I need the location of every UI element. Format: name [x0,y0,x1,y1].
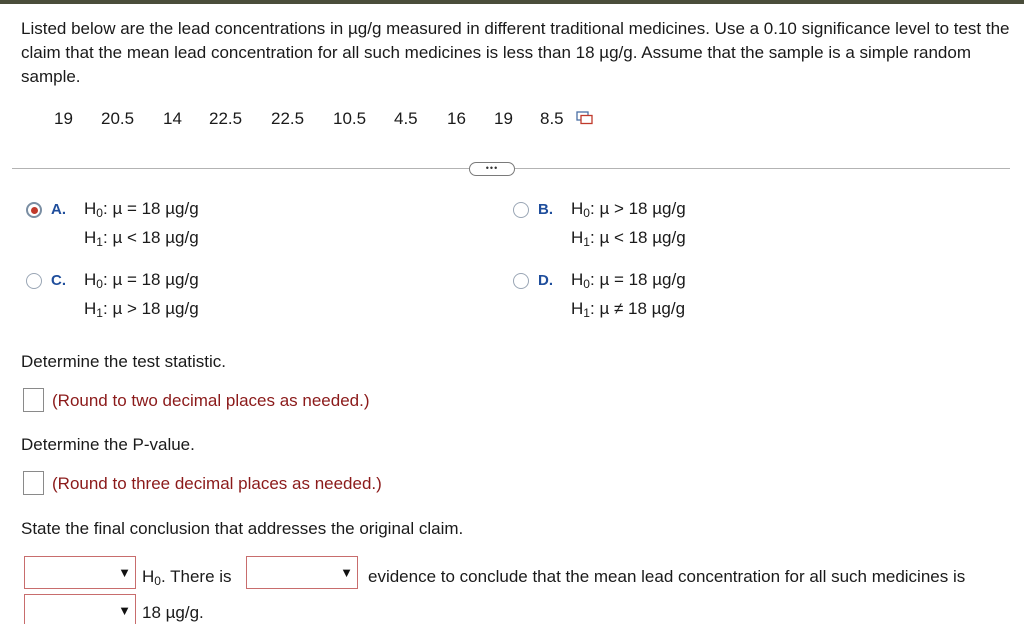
sample-value: 4.5 [394,109,418,128]
sample-value: 22.5 [271,109,305,128]
relation: µ = 18 µg/g [112,199,199,218]
p-value-hint: (Round to three decimal places as needed.) [52,474,382,493]
chevron-down-icon: ▼ [118,603,131,618]
colon: : [102,199,108,218]
option-letter: A. [51,201,66,218]
colon: : [589,199,595,218]
option-letter: D. [538,272,553,289]
relation: µ = 18 µg/g [112,270,199,289]
h-subscript: 0 [96,277,103,291]
relation: µ < 18 µg/g [599,228,686,247]
colon: : [589,228,595,247]
h-label: H [571,270,584,289]
h-subscript: 0 [583,277,590,291]
colon: : [102,299,108,318]
sample-value: 16 [447,109,466,128]
colon: : [102,270,108,289]
alternative-hypothesis [84,226,199,250]
p-value-prompt: Determine the P-value. [21,435,195,454]
radio-d[interactable] [513,273,529,289]
sample-value: 19 [494,109,513,128]
chevron-down-icon: ▼ [340,565,353,580]
evidence-dropdown[interactable] [246,556,358,589]
h-label: H [142,567,155,586]
test-statistic-hint: (Round to two decimal places as needed.) [52,391,370,410]
decision-dropdown[interactable] [24,556,136,589]
null-hypothesis [84,197,199,221]
relation: µ < 18 µg/g [112,228,199,247]
h-subscript: 1 [96,235,103,249]
alternative-hypothesis [571,226,686,250]
colon: : [589,299,595,318]
sample-value: 22.5 [209,109,243,128]
radio-c[interactable] [26,273,42,289]
radio-b[interactable] [513,202,529,218]
alternative-hypothesis [84,297,199,321]
null-hypothesis [571,197,686,221]
sample-value: 19 [54,109,73,128]
question-text: Listed below are the lead concentrations in µg/g measured in different traditional medicines. Use a 0.10 significance level to test the claim that the mean lead concentration for all such medicines is less than 18 µg/g. Assume that the sample is a simple random sample. [21,19,1010,86]
h-subscript: 0 [96,206,103,220]
chevron-down-icon: ▼ [118,565,131,580]
option-b[interactable] [513,199,953,259]
h-label: H [571,299,584,318]
h-label: H [84,199,97,218]
h-subscript: 1 [96,306,103,320]
option-a[interactable] [26,199,466,259]
h-subscript: 1 [583,235,590,249]
h-subscript: 1 [583,306,590,320]
top-bar [0,0,1024,4]
h-label: H [571,199,584,218]
test-statistic-prompt: Determine the test statistic. [21,352,227,371]
test-statistic-input[interactable] [23,388,44,412]
sample-value: 14 [163,109,182,128]
h-label: H [84,299,97,318]
there-is-text: . There is [160,567,232,586]
option-letter: B. [538,201,553,218]
relation: µ > 18 µg/g [599,199,686,218]
comparison-dropdown[interactable] [24,594,136,624]
p-value-input[interactable] [23,471,44,495]
h-subscript: 0 [154,574,161,588]
option-c[interactable] [26,270,466,330]
units-text: 18 µg/g. [142,603,204,622]
evidence-text: evidence to conclude that the mean lead concentration for all such medicines is [368,567,966,586]
h-label: H [84,270,97,289]
more-options-button[interactable]: ••• [469,162,515,176]
conclusion-h0-text [142,566,232,592]
sample-value: 8.5 [540,109,564,128]
sample-value: 10.5 [333,109,367,128]
option-d[interactable] [513,270,953,330]
h-subscript: 0 [583,206,590,220]
colon: : [102,228,108,247]
radio-a[interactable] [26,202,42,218]
null-hypothesis [571,268,686,292]
alternative-hypothesis [571,297,685,321]
colon: : [589,270,595,289]
h-label: H [571,228,584,247]
null-hypothesis [84,268,199,292]
relation: µ > 18 µg/g [112,299,199,318]
copy-data-icon[interactable] [576,111,594,125]
relation: µ = 18 µg/g [599,270,686,289]
conclusion-prompt: State the final conclusion that addresses the original claim. [21,519,464,538]
relation: µ ≠ 18 µg/g [599,299,686,318]
option-letter: C. [51,272,66,289]
h-label: H [84,228,97,247]
sample-value: 20.5 [101,109,135,128]
